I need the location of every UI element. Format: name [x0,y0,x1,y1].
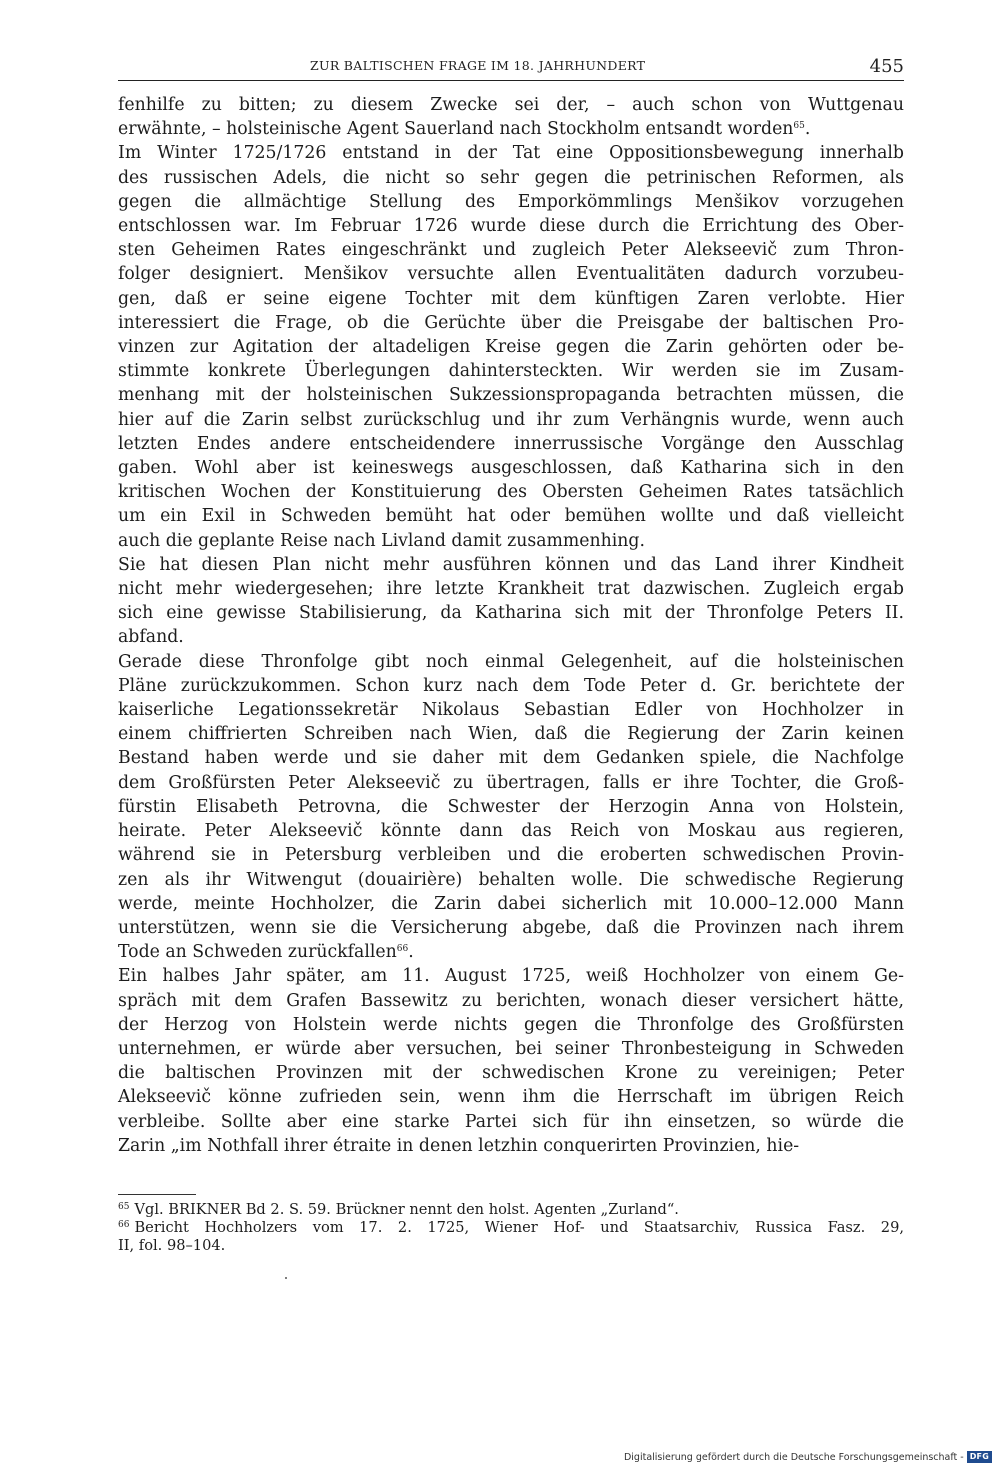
text-line-content: Pläne zurückzukommen. Schon kurz nach dem Tode Peter d. Gr. berichtete der [118,675,904,696]
footnote-reference[interactable]: 65 [793,121,805,132]
text-line-content: zen als ihr Witwengut (douairière) behalten wolle. Die schwedische Regierung [118,869,904,890]
text-line-content: kritischen Wochen der Konstituierung des Obersten Geheimen Rates tatsächlich [118,482,904,503]
text-line [118,698,904,722]
text-line [118,916,904,940]
text-line [118,868,904,892]
text-line [118,625,904,649]
text-line [118,650,904,674]
header-rule [118,80,904,81]
text-line [118,335,904,359]
text-line-content: spräch mit dem Grafen Bassewitz zu berichten, wonach dieser versichert hätte, [118,990,904,1011]
text-line-content: fürstin Elisabeth Petrovna, die Schwester der Herzogin Anna von Holstein, [118,796,904,817]
text-line [118,771,904,795]
text-line [118,577,904,601]
running-title: ZUR BALTISCHEN FRAGE IM 18. JAHRHUNDERT [310,58,646,73]
text-line [118,529,904,553]
text-line [118,166,904,190]
text-line [118,359,904,383]
text-line [118,504,904,528]
text-line-content: auch die geplante Reise nach Livland damit zusammenhing. [118,530,645,551]
text-line [118,1134,904,1158]
text-line [118,117,904,141]
text-line-content: gen, daß er seine eigene Tochter mit dem künftigen Zaren verlobte. Hier [118,288,904,309]
text-line-content: gegen die allmächtige Stellung des Emporkömmlings Menšikov vorzugehen [118,191,904,212]
text-line-content: einem chiffrierten Schreiben nach Wien, daß die Regierung der Zarin keinen [118,724,904,745]
text-line-content: dem Großfürsten Peter Alekseevič zu übertragen, falls er ihre Tochter, die Groß- [118,772,904,793]
footnote-reference[interactable]: 66 [396,944,409,955]
text-line-content: während sie in Petersburg verbleiben und die eroberten schwedischen Provin- [118,845,904,866]
footnotes [118,1201,904,1255]
text-line-content: sten Geheimen Rates eingeschränkt und zugleich Peter Alekseevič zum Thron- [118,240,904,261]
text-line-content: Gerade diese Thronfolge gibt noch einmal Gelegenheit, auf die holsteinischen [118,651,904,672]
text-line [118,262,904,286]
text-line [118,1085,904,1109]
text-line-content: unternehmen, er würde aber versuchen, bei seiner Thronbesteigung in Schweden [118,1038,904,1059]
digitization-credit [624,1451,992,1463]
text-line-content: unterstützen, wenn sie die Versicherung abgebe, daß die Provinzen nach ihrem [118,917,904,938]
footnote-line-content: Bericht Hochholzers vom 17. 2. 1725, Wiener Hof- und Staatsarchiv, Russica Fasz. 29, [134,1219,904,1236]
text-line-content: Zarin „im Nothfall ihrer étraite in denen letzhin conquerirten Provinzien, hie- [118,1135,800,1156]
scan-speck [285,1277,287,1279]
text-line [118,408,904,432]
text-line-content: der Herzog von Holstein werde nichts gegen die Thronfolge des Großfürsten [118,1014,904,1035]
footnote-separator [118,1194,196,1195]
text-line [118,480,904,504]
text-line [118,892,904,916]
text-line [118,456,904,480]
text-line-tail: . [408,942,414,963]
text-line-content: stimmte konkrete Überlegungen dahintersteckten. Wir werden sie im Zusam- [118,361,904,382]
text-line [118,843,904,867]
text-line-content: nicht mehr wiedergesehen; ihre letzte Krankheit trat dazwischen. Zugleich ergab [118,579,904,600]
text-line-content: erwähnte, – holsteinische Agent Sauerland nach Stockholm entsandt worden [118,119,794,140]
text-line [118,238,904,262]
text-line-content: Sie hat diesen Plan nicht mehr ausführen können und das Land ihrer Kindheit [118,554,904,575]
paragraph [118,93,904,141]
text-line-content: abfand. [118,627,184,648]
text-line [118,964,904,988]
footnote [118,1219,904,1255]
text-line [118,287,904,311]
text-line-content: menhang mit der holsteinischen Sukzessionspropaganda betrachten müssen, die [118,385,904,406]
text-line-content: Bestand haben werde und sie daher mit dem Gedanken spiele, die Nachfolge [118,748,904,769]
text-line-content: des russischen Adels, die nicht so sehr gegen die petrinischen Reformen, als [118,167,904,188]
dfg-logo-icon: DFG [967,1451,992,1463]
text-line-content: fenhilfe zu bitten; zu diesem Zwecke sei der, – auch schon von Wuttgenau [118,95,904,115]
text-line [118,190,904,214]
text-line-content: verbleibe. Sollte aber eine starke Partei sich für ihn einsetzen, so würde die [118,1111,904,1132]
text-line [118,432,904,456]
running-head [118,56,904,80]
text-line [118,1013,904,1037]
text-line-content: gaben. Wohl aber ist keineswegs ausgeschlossen, daß Katharina sich in den [118,458,904,479]
text-line [118,383,904,407]
text-line [118,311,904,335]
paragraph [118,650,904,965]
body-text [118,93,904,1158]
text-line [118,553,904,577]
footnote [118,1201,904,1219]
text-line-content: Tode an Schweden zurückfallen [118,942,397,963]
paragraph [118,553,904,650]
text-line [118,214,904,238]
text-line [118,940,904,964]
text-line-content: Alekseevič könne zufrieden sein, wenn ihm die Herrschaft im übrigen Reich [118,1087,904,1108]
text-line [118,989,904,1013]
text-line-content: Ein halbes Jahr später, am 11. August 1725, weiß Hochholzer von einem Ge- [118,966,904,987]
text-line [118,722,904,746]
text-line-content: letzten Endes andere entscheidendere innerrussische Vorgänge den Ausschlag [118,433,904,454]
text-line-content: werde, meinte Hochholzer, die Zarin dabei sicherlich mit 10.000–12.000 Mann [118,893,904,914]
text-line [118,674,904,698]
footnote-line-content: II, fol. 98–104. [118,1237,226,1254]
text-line [118,1061,904,1085]
text-line-content: heirate. Peter Alekseevič könnte dann das Reich von Moskau aus regieren, [118,821,904,842]
page-number: 455 [869,56,904,77]
text-line-content: sich eine gewisse Stabilisierung, da Katharina sich mit der Thronfolge Peters II. [118,603,904,624]
text-line-content: um ein Exil in Schweden bemüht hat oder bemühen wollte und daß vielleicht [118,506,904,527]
text-line [118,746,904,770]
text-line-content: vinzen zur Agitation der altadeligen Kreise gegen die Zarin gehörten oder be- [118,337,904,358]
text-line [118,1037,904,1061]
text-line [118,93,904,117]
text-line [118,141,904,165]
footnote-line [118,1219,904,1237]
footnote-line [118,1237,904,1255]
paragraph [118,964,904,1158]
text-line-content: interessiert die Frage, ob die Gerüchte über die Preisgabe der baltischen Pro- [118,312,904,333]
text-line-content: folger designiert. Menšikov versuchte allen Eventualitäten dadurch vorzubeu- [118,264,904,285]
text-line [118,819,904,843]
text-line [118,1110,904,1134]
footnote-mark: 65 [118,1202,130,1212]
footnote-line [118,1201,904,1219]
text-line-content: hier auf die Zarin selbst zurückschlug und ihr zum Verhängnis wurde, wenn auch [118,409,904,430]
text-line-content: entschlossen war. Im Februar 1726 wurde diese durch die Errichtung des Ober- [118,216,904,237]
text-line-content: Im Winter 1725/1726 entstand in der Tat eine Oppositionsbewegung innerhalb [118,143,904,164]
footnote-mark: 66 [118,1220,130,1230]
footnote-line-content: Vgl. BRIKNER Bd 2. S. 59. Brückner nennt den holst. Agenten „Zurland“. [134,1201,679,1218]
text-line [118,795,904,819]
credit-text: Digitalisierung gefördert durch die Deutsche Forschungsgemeinschaft - [623,1451,964,1463]
text-line [118,601,904,625]
paragraph [118,141,904,552]
text-line-tail: . [804,119,811,140]
text-line-content: kaiserliche Legationssekretär Nikolaus Sebastian Edler von Hochholzer in [118,700,904,721]
text-line-content: die baltischen Provinzen mit der schwedischen Krone zu vereinigen; Peter [118,1063,904,1084]
